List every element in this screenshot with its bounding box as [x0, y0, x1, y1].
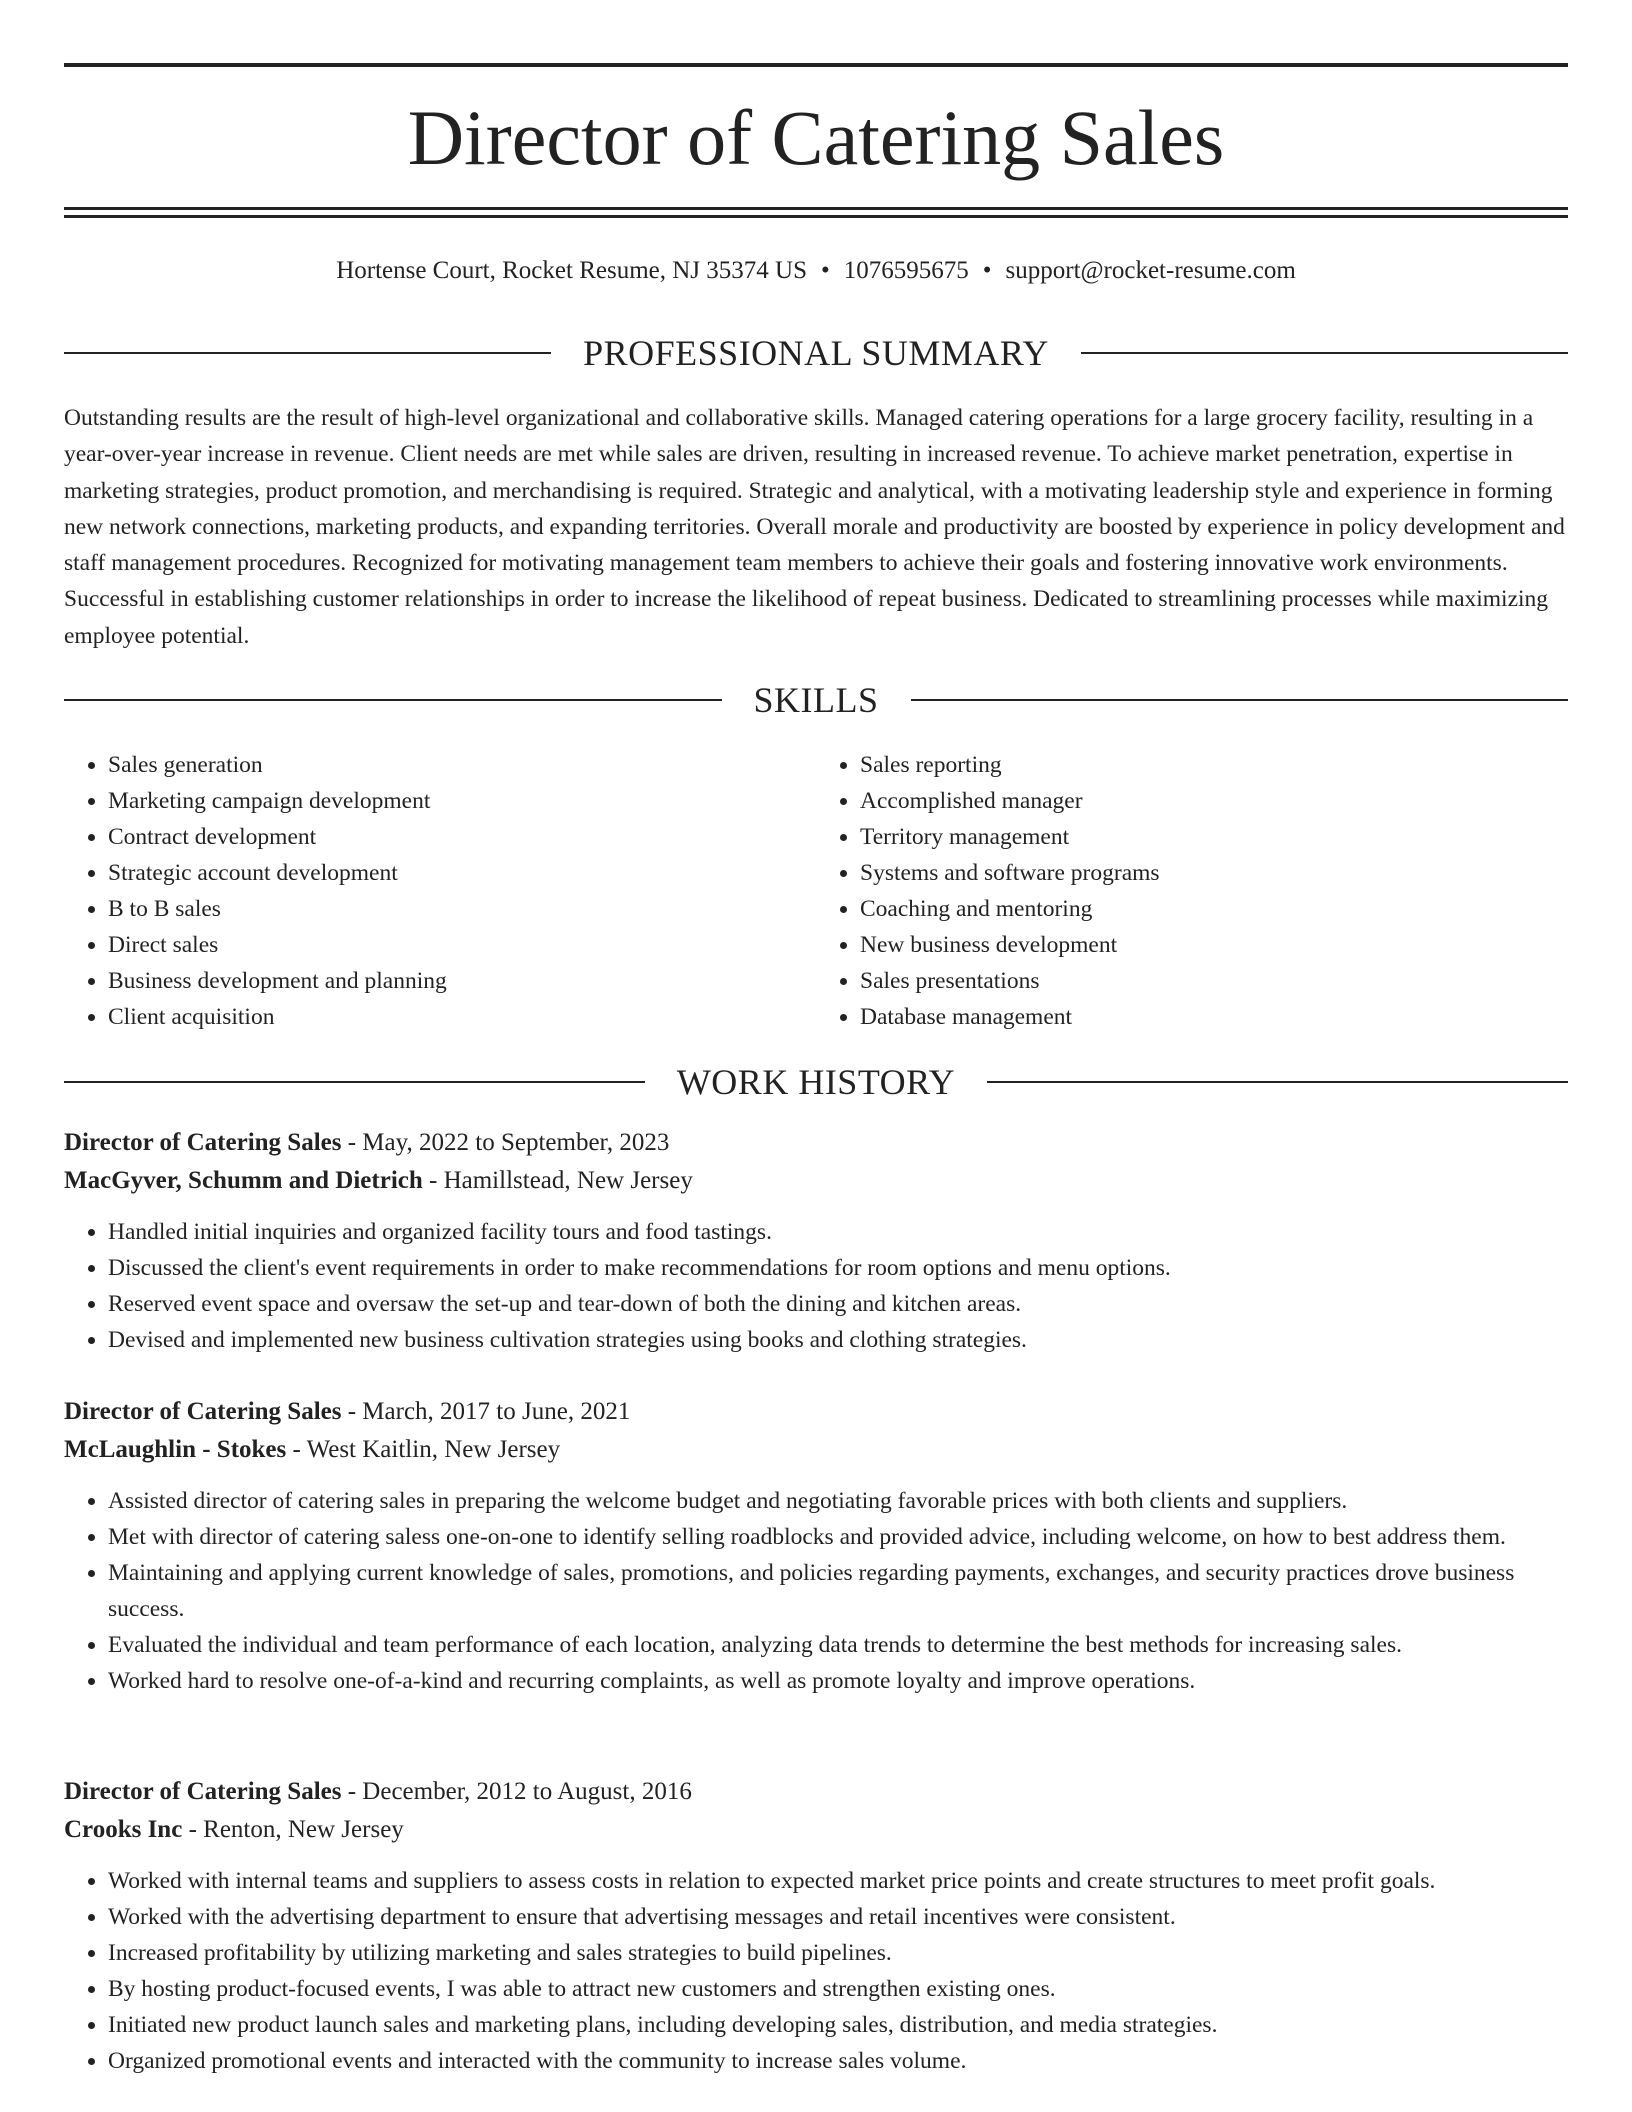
- work-history-heading: [64, 1060, 1568, 1104]
- header-bottom-rule-second: [64, 215, 1568, 218]
- job-entry: [64, 1393, 1568, 1699]
- job-bullet: • Discussed the client's event requirements in order to make recommendations for room options and menu options.: [108, 1250, 1568, 1286]
- job-bullet: • Maintaining and applying current knowledge of sales, promotions, and policies regarding payments, exchanges, and security practices drove business success.: [108, 1555, 1568, 1627]
- skills-list: [64, 747, 1568, 1035]
- job-bullet: • Initiated new product launch sales and marketing plans, including developing sales, distribution, and media strategies.: [108, 2007, 1568, 2043]
- skill-item: • Direct sales: [108, 927, 816, 963]
- skill-item: • Strategic account development: [108, 855, 816, 891]
- heading-rule-right: [911, 699, 1569, 701]
- job-location: - West Kaitlin, New Jersey: [286, 1436, 561, 1463]
- job-bullet: • Met with director of catering saless one-on-one to identify selling roadblocks and provided advice, including welcome, on how to best address them.: [108, 1519, 1568, 1555]
- summary-heading: [64, 331, 1568, 375]
- job-entry: [64, 1124, 1568, 1358]
- job-dates: - May, 2022 to September, 2023: [341, 1129, 670, 1156]
- job-title: Director of Catering Sales: [64, 1778, 342, 1805]
- skills-heading-label: SKILLS: [753, 680, 879, 720]
- job-dates: - December, 2012 to August, 2016: [341, 1778, 692, 1805]
- job-location: - Hamillstead, New Jersey: [422, 1167, 693, 1194]
- job-bullet: • Worked with internal teams and suppliers to assess costs in relation to expected market price points and create structures to meet profit goals.: [108, 1863, 1568, 1899]
- contact-line: [64, 254, 1568, 288]
- job-bullet: • Evaluated the individual and team performance of each location, analyzing data trends to determine the best methods for increasing sales.: [108, 1627, 1568, 1663]
- job-title-line: [64, 1773, 1568, 1811]
- job-bullet: • Increased profitability by utilizing marketing and sales strategies to build pipelines.: [108, 1935, 1568, 1971]
- job-company-line: [64, 1811, 1568, 1849]
- skill-item: • Systems and software programs: [860, 855, 1568, 891]
- job-company-line: [64, 1162, 1568, 1200]
- job-bullets: [64, 1214, 1568, 1358]
- job-location: - Renton, New Jersey: [182, 1816, 404, 1843]
- job-bullet: • Worked hard to resolve one-of-a-kind and recurring complaints, as well as promote loyalty and improve operations.: [108, 1663, 1568, 1699]
- summary-heading-label: PROFESSIONAL SUMMARY: [583, 333, 1049, 373]
- job-bullet: • Organized promotional events and interacted with the community to increase sales volume.: [108, 2043, 1568, 2079]
- contact-separator: •: [820, 257, 830, 284]
- skill-item: • Territory management: [860, 819, 1568, 855]
- heading-rule-right: [1081, 352, 1568, 354]
- job-entry: [64, 1773, 1568, 2079]
- summary-text: Outstanding results are the result of high-level organizational and collaborative skills. Managed catering operations for a large grocery facility, resulting in a year-over-year increase in revenue. Client needs are met while sales are driven, resulting in increased revenue. To achieve market penetration, expertise in marketing strategies, product promotion, and merchandising is required. Strategic and analytical, with a motivating leadership style and experience in forming new network connections, marketing products, and expanding territories. Overall morale and productivity are boosted by experience in policy development and staff management procedures. Recognized for motivating management team members to achieve their goals and fostering innovative work environments. Successful in establishing customer relationships in order to increase the likelihood of repeat business. Dedicated to streamlining processes while maximizing employee potential.: [64, 405, 1565, 649]
- skill-item: • B to B sales: [108, 891, 816, 927]
- contact-address: Hortense Court, Rocket Resume, NJ 35374 US: [336, 257, 807, 284]
- contact-separator: •: [982, 257, 992, 284]
- job-company: Crooks Inc: [64, 1816, 183, 1843]
- job-company-line: [64, 1431, 1568, 1469]
- job-dates: - March, 2017 to June, 2021: [341, 1398, 631, 1425]
- job-bullet: • By hosting product-focused events, I was able to attract new customers and strengthen existing ones.: [108, 1971, 1568, 2007]
- header-bottom-rule: [64, 207, 1568, 210]
- skill-item: • Marketing campaign development: [108, 783, 816, 819]
- job-company: McLaughlin - Stokes: [64, 1436, 287, 1463]
- skill-item: • Sales reporting: [860, 747, 1568, 783]
- skill-item: • Coaching and mentoring: [860, 891, 1568, 927]
- job-bullet: • Assisted director of catering sales in preparing the welcome budget and negotiating favorable prices with both clients and suppliers.: [108, 1483, 1568, 1519]
- job-bullets: [64, 1483, 1568, 1699]
- contact-phone: 1076595675: [843, 257, 969, 284]
- job-title-line: [64, 1393, 1568, 1431]
- job-bullet: • Reserved event space and oversaw the set-up and tear-down of both the dining and kitchen areas.: [108, 1286, 1568, 1322]
- skill-item: • New business development: [860, 927, 1568, 963]
- heading-rule-left: [64, 1081, 645, 1083]
- skill-item: • Database management: [860, 999, 1568, 1035]
- job-bullets: [64, 1863, 1568, 2079]
- job-bullet: • Worked with the advertising department to ensure that advertising messages and retail incentives were consistent.: [108, 1899, 1568, 1935]
- job-bullet: • Handled initial inquiries and organized facility tours and food tastings.: [108, 1214, 1568, 1250]
- heading-rule-left: [64, 352, 551, 354]
- heading-rule-right: [987, 1081, 1568, 1083]
- job-company: MacGyver, Schumm and Dietrich: [64, 1167, 423, 1194]
- resume-title: Director of Catering Sales: [407, 94, 1225, 181]
- skills-column-left: [64, 747, 816, 1035]
- skill-item: • Sales generation: [108, 747, 816, 783]
- skill-item: • Accomplished manager: [860, 783, 1568, 819]
- skill-item: • Business development and planning: [108, 963, 816, 999]
- header-top-rule: [64, 63, 1568, 67]
- skills-heading: [64, 678, 1568, 722]
- work-history-heading-label: WORK HISTORY: [676, 1062, 956, 1102]
- job-title: Director of Catering Sales: [64, 1129, 342, 1156]
- job-bullet: • Devised and implemented new business cultivation strategies using books and clothing strategies.: [108, 1322, 1568, 1358]
- skill-item: • Contract development: [108, 819, 816, 855]
- skill-item: • Sales presentations: [860, 963, 1568, 999]
- contact-email: support@rocket-resume.com: [1005, 257, 1296, 284]
- skill-item: • Client acquisition: [108, 999, 816, 1035]
- job-title: Director of Catering Sales: [64, 1398, 342, 1425]
- heading-rule-left: [64, 699, 722, 701]
- job-title-line: [64, 1124, 1568, 1162]
- skills-column-right: [816, 747, 1568, 1035]
